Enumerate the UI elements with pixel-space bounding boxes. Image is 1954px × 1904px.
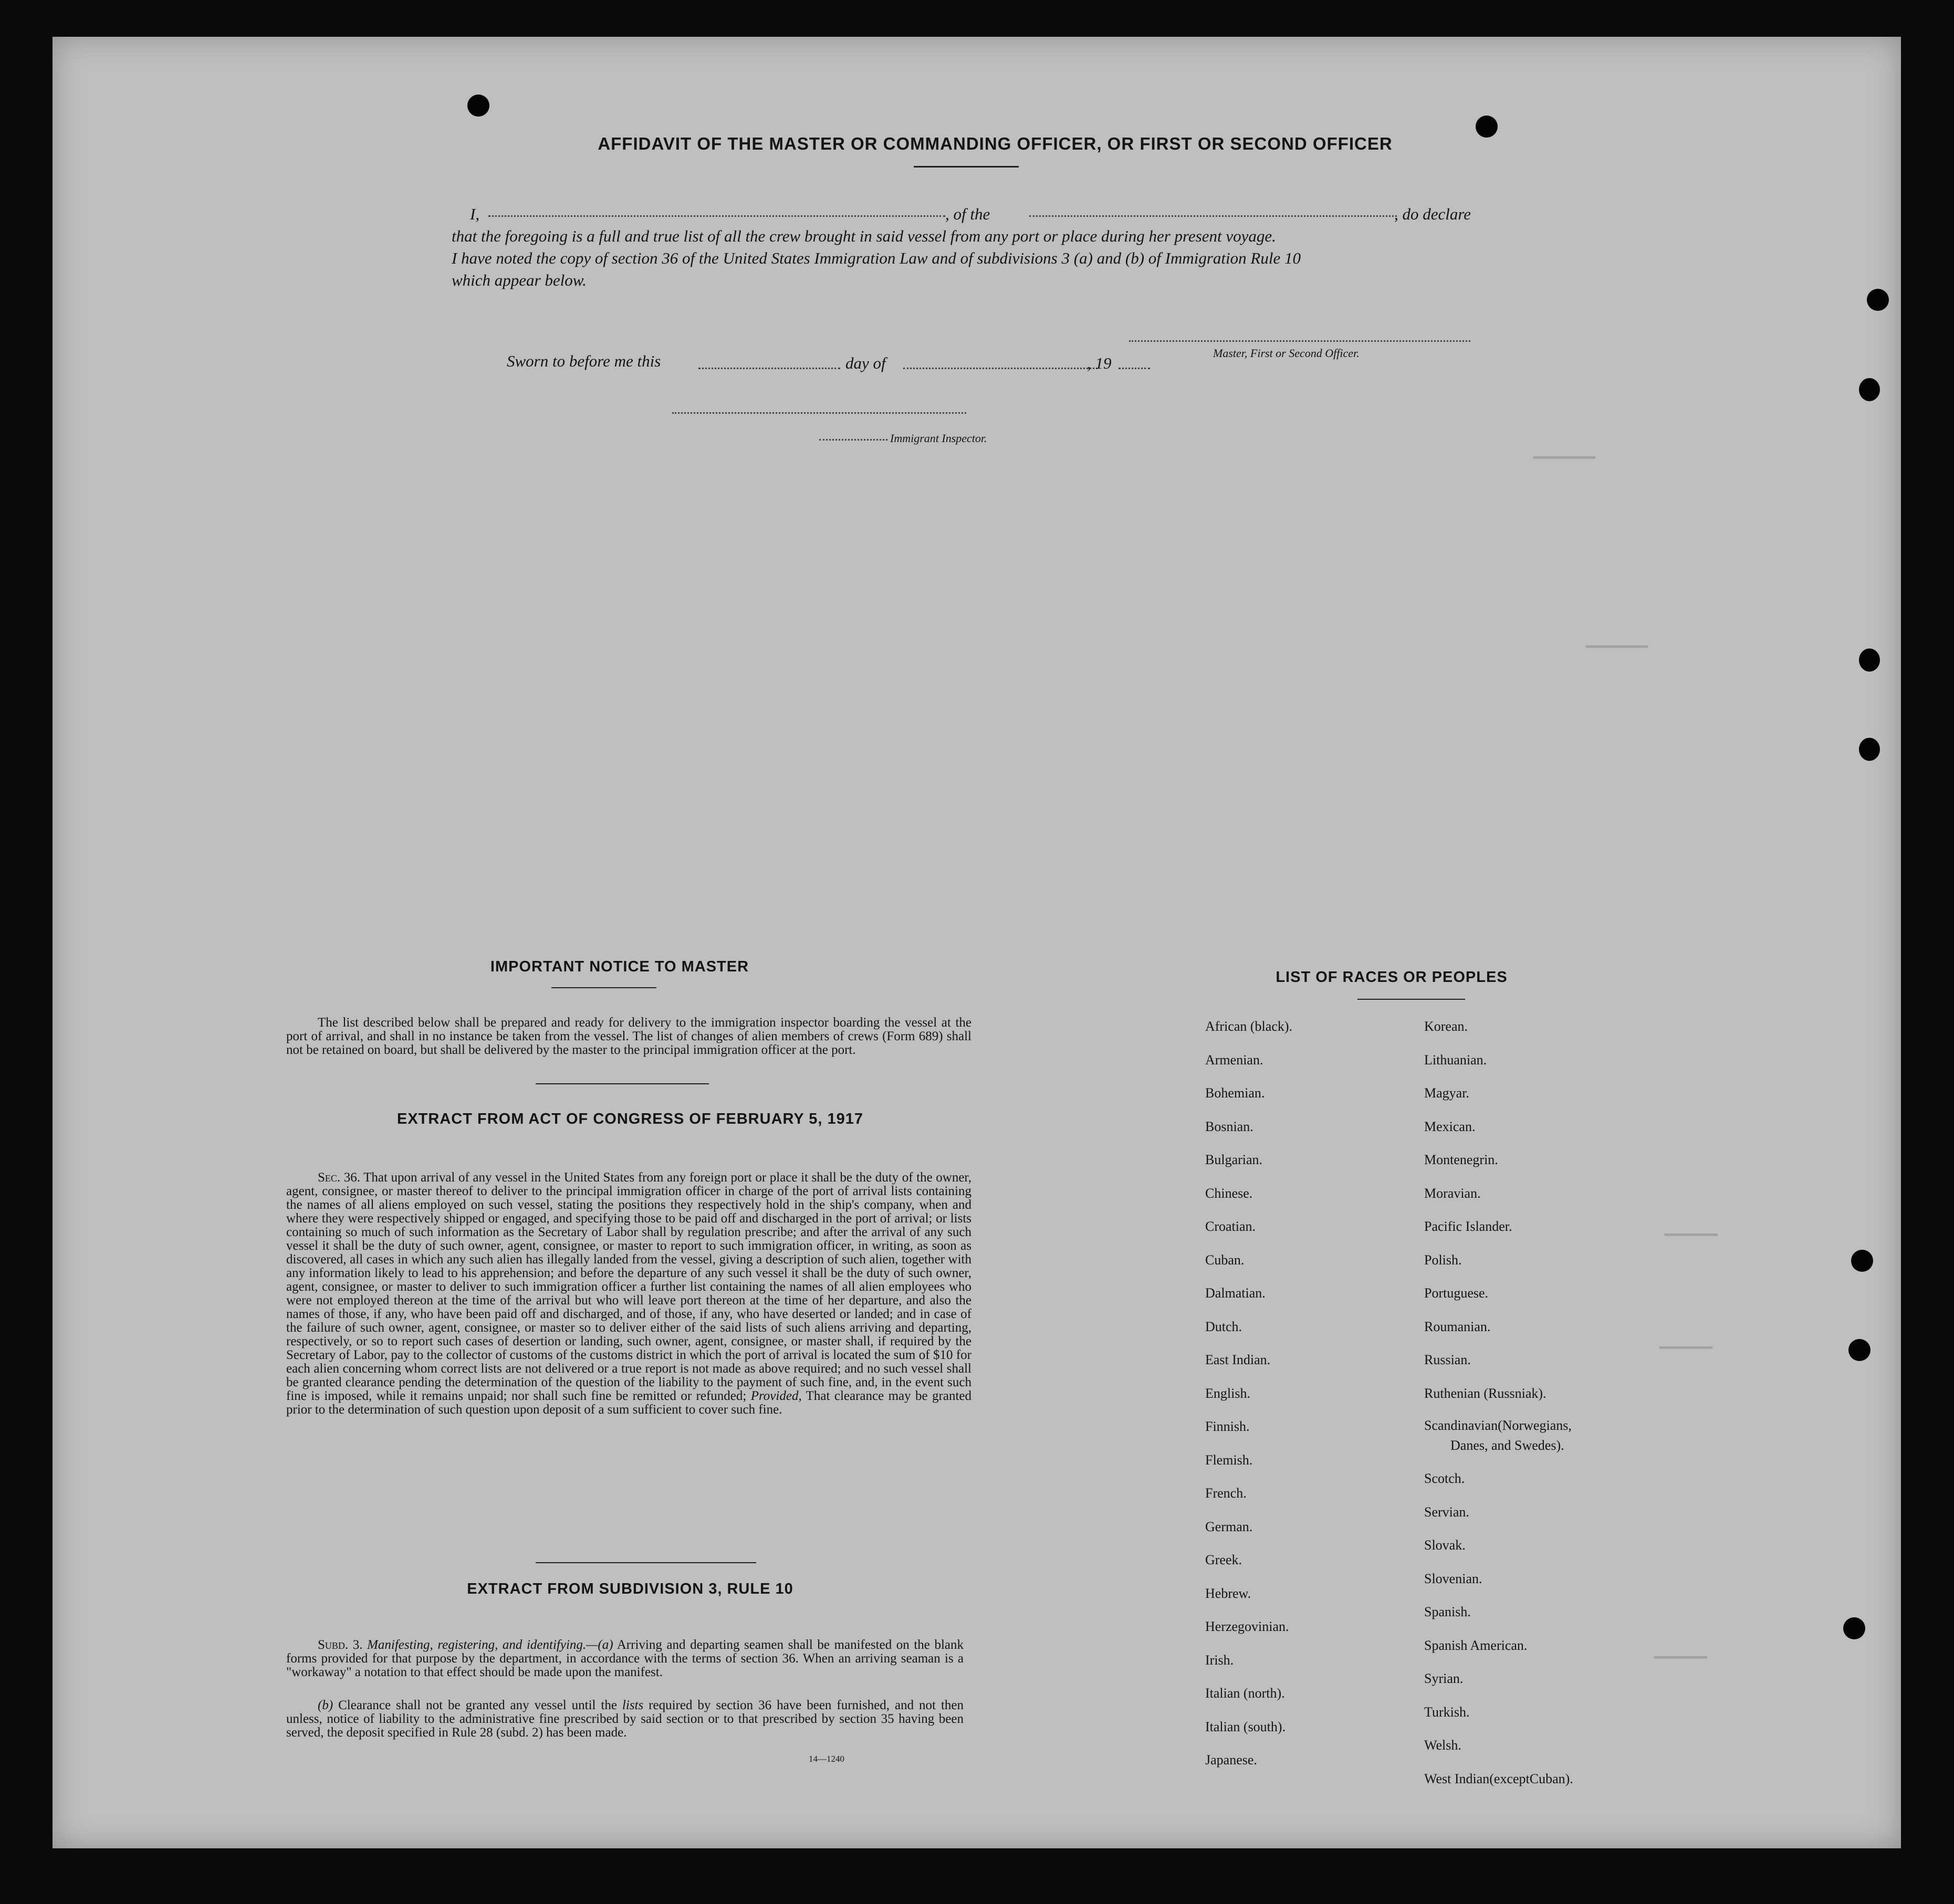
rule-b-body1: Clearance shall not be granted any vessel until the [338,1698,617,1712]
race-item: East Indian. [1205,1352,1271,1367]
race-item: Dutch. [1205,1319,1242,1334]
race-item: Syrian. [1424,1671,1464,1686]
race-item: Turkish. [1424,1704,1470,1720]
race-item: Italian (south). [1205,1719,1286,1734]
sworn-day-field[interactable] [698,368,840,369]
inspector-signature-label: Immigrant Inspector. [890,432,987,445]
race-item: Pacific Islander. [1424,1219,1512,1234]
affidavit-declare: , do declare [1394,205,1471,223]
race-item: Moravian. [1424,1185,1481,1201]
race-item: Cuban. [1205,1252,1245,1268]
inspector-signature-line[interactable] [672,412,966,414]
punch-hole [1867,289,1889,311]
affidavit-title: AFFIDAVIT OF THE MASTER OR COMMANDING OFFICER, OR FIRST OR SECOND OFFICER [598,134,1393,153]
affidavit-of-the: , of the [945,205,990,223]
race-item: Italian (north). [1205,1686,1285,1701]
subd-heading: Manifesting, registering, and identifying.—(a) [367,1638,613,1652]
act-body-end: That clearance may be granted prior to the determination of such question upon deposit of a sum sufficient to cover such fine. [286,1389,971,1417]
race-item: Roumanian. [1424,1319,1491,1334]
race-item: Slovak. [1424,1537,1466,1553]
race-item: West Indian(exceptCuban). [1424,1771,1573,1786]
race-item: Dalmatian. [1205,1285,1266,1301]
act-provided: Provided, [750,1389,802,1403]
divider [551,987,656,988]
race-item: French. [1205,1485,1247,1501]
race-item: Russian. [1424,1352,1471,1367]
sworn-month-field[interactable] [903,368,1098,369]
race-item: Montenegrin. [1424,1152,1498,1167]
act-body: That upon arrival of any vessel in the United States from any foreign port or place it shall be the duty of the owner, agent, consignee, or master thereof to deliver to the principal immigration officer in charge of the port of arrival lists containing the names of all aliens employed on such vessel, stating the positions they respectively hold in the ship's company, when and where they were respectively shipped or engaged, and specifying those to be paid off and discharged in the port of arrival; or lists containing so much of such information as the Secretary of Labor shall by regulation prescribe; and after the arrival of any such vessel it shall be the duty of such owner, agent, consignee, or master to report to such immigration officer, in writing, as soon as discovered, all cases in which any such alien has illegally landed from the vessel, giving a description of such alien, together with any information likely to lead to his apprehension; and before the departure of any such vessel it shall be the duty of such owner, agent, consignee, or master to deliver to such immigration officer a further list containing the names of all alien employees who were not employed thereon at the time of the arrival but who will leave port thereon at the time of her departure, and also the names of those, if any, who have been paid off and discharged, and of those, if any, who have deserted or landed; and in case of the failure of such owner, agent, consignee, or master so to deliver either of the said lists of such aliens arriving and departing, respectively, or so to report such cases of desertion or landing, such owner, agent, consignee, or master shall, if required by the Secretary of Labor, pay to the collector of customs of the customs district in which the port of arrival is located the sum of $10 for each alien concerning whom correct lists are not delivered or a true report is not made as above required; and no such vessel shall be granted clearance pending the determination of the question of the liability to the payment of such fine, and, in the event such fine is imposed, while it remains unpaid; nor shall such fine be remitted or refunded; [286,1170,971,1403]
race-item: Herzegovinian. [1205,1619,1289,1634]
divider [914,166,1019,168]
punch-hole [1848,1339,1871,1361]
affidavit-line1 [470,205,479,224]
day-of-label: day of [845,354,886,372]
rule-b-label: (b) [318,1698,333,1712]
race-item: Irish. [1205,1652,1234,1668]
punch-hole [1859,648,1880,672]
race-item: Ruthenian (Russniak). [1424,1385,1547,1401]
race-item: Greek. [1205,1552,1242,1567]
rule-b-body2: required by section 36 have been furnished, and not then unless, notice of liability to the administrative fine prescribed by said section or to that prescribed by section 35 having been served, the deposit specified in Rule 28 (subd. 2) has been made. [286,1698,964,1740]
race-item: Scotch. [1424,1471,1465,1486]
rule-a-body: Arriving and departing seamen shall be manifested on the blank forms provided for that purpose by the department, in accordance with the terms of section 36. When an arriving seaman is a "workaway" a notation to that effect should be made upon the manifest. [286,1638,964,1679]
race-item: Bosnian. [1205,1118,1253,1134]
act-text [286,1171,971,1417]
race-item: Armenian. [1205,1052,1263,1068]
name-field[interactable] [488,215,945,217]
races-column-2 [1424,1019,1718,1804]
notice-title: IMPORTANT NOTICE TO MASTER [490,958,749,975]
race-item: Croatian. [1205,1219,1256,1234]
sworn-year-field[interactable] [1119,368,1150,369]
race-item: Bulgarian. [1205,1152,1263,1167]
races-title: LIST OF RACES OR PEOPLES [1276,969,1508,986]
rule-text-a [286,1638,964,1679]
affidavit-line2: that the foregoing is a full and true list of all the crew brought in said vessel from any port or place during her present voyage. [452,227,1276,245]
race-item: Japanese. [1205,1752,1257,1767]
punch-hole [1859,378,1880,401]
divider [536,1083,709,1084]
race-item: Spanish. [1424,1604,1471,1619]
races-column-1 [1205,1019,1389,1786]
race-item: Flemish. [1205,1452,1253,1468]
race-item: German. [1205,1519,1253,1534]
rule-b-lists: lists [622,1698,644,1712]
act-title: EXTRACT FROM ACT OF CONGRESS OF FEBRUARY 5, 1917 [396,1111,864,1127]
race-item: Portuguese. [1424,1285,1489,1301]
inspector-signature-short [819,439,887,441]
race-item: English. [1205,1385,1250,1401]
form-number: 14—1240 [809,1754,844,1764]
race-item: Slovenian. [1424,1571,1482,1586]
race-item: Scandinavian(Norwegians, [1424,1418,1572,1433]
race-item: Chinese. [1205,1185,1253,1201]
rule-text-b [286,1699,964,1740]
vessel-field[interactable] [1029,215,1397,217]
race-item: Servian. [1424,1504,1469,1520]
race-item: Magyar. [1424,1085,1469,1101]
race-item: Polish. [1424,1252,1462,1268]
punch-hole [1843,1617,1865,1639]
punch-hole [1859,738,1880,761]
year-label: , 19 [1087,354,1112,372]
affidavit-line4: which appear below. [452,271,587,289]
race-item: Lithuanian. [1424,1052,1487,1068]
sworn-label: Sworn to before me this [507,352,661,370]
notice-text: The list described below shall be prepared and ready for delivery to the immigration inspector boarding the vessel at the port of arrival, and shall in no instance be taken from the vessel. The list of changes of alien members of crews (Form 689) shall not be retained on board, but shall be delivered by the master to the principal immigration officer at the port. [286,1016,971,1057]
race-item-continued: Danes, and Swedes). [1450,1438,1564,1453]
race-item: Finnish. [1205,1419,1250,1434]
document-page: ━━━━━━━ ━━━━━━━ ━━━━━━ ━━━━━━ ━━━━━━ AFFIDAVIT OF THE MASTER OR COMMANDING OFFICER, OR FIRST OR SECOND OFFICER I, , of the , do declare that the foregoing is a full and true list of all the crew brought in said vessel from any port or place during her present voyage. I have noted the copy of section 36 of the United States Immigration Law and of subdivisions 3 (a) and (b) of Immigration Rule 10 which appear below. Master, First or Second Officer. Sworn to before me this day of , 19 Immigrant Inspector. IMPORTANT NOTICE TO MASTER The list described below shall be prepared and ready for delivery to the immigration inspector boarding the vessel at the port of arrival, and shall in no instance be taken from the vessel. The list of changes of alien members of crews (Form 689) shall not be retained on board, but shall be delivered by the master to the principal immigration officer at the port. EXTRACT FROM ACT OF CONGRESS OF FEBRUARY 5, 1917 Sec. 36. That upon arrival of any vessel in the United States from any foreign port or place it shall be the duty of the owner, agent, consignee, or master thereof to deliver to the principal immigration officer in charge of the port of arrival lists containing the names of all aliens employed on such vessel, stating the positions they respectively hold in the ship's company, when and where they were respectively shipped or engaged, and specifying those to be paid off and discharged in the port of arrival; or lists containing so much of such information as the Secretary of Labor shall by regulation prescribe; and after the arrival of any such vessel it shall be the duty of such owner, agent, consignee, or master to report to such immigration officer, in writing, as soon as discovered, all cases in which any such alien has illegally landed from the vessel, giving a description of such alien, together with any information likely to lead to his apprehension; and before the departure of any such vessel it shall be the duty of such owner, agent, consignee, or master to deliver to such immigration officer a further list containing the names of all alien employees who were not employed thereon at the time of the arrival but who will leave port thereon at the time of her departure, and also the names of those, if any, who have been paid off and discharged, and of those, if any, who have deserted or landed; and in case of the failure of such owner, agent, consignee, or master so to deliver either of the said lists of such aliens arriving and departing, respectively, or so to report such cases of desertion or landing, such owner, agent, consignee, or master shall, if required by the Secretary of Labor, pay to the collector of customs of the customs district in which the port of arrival is located the sum of $10 for each alien concerning whom correct lists are not delivered or a true report is not made as above required; and no such vessel shall be granted clearance pending the determination of the question of the liability to the payment of such fine, and, in the event such fine is imposed, while it remains unpaid; nor shall such fine be remitted or refunded; Provided, That clearance may be granted prior to the determination of such question upon deposit of a sum sufficient to cover such fine. EXTRACT FROM SUBDIVISION 3, RULE 10 Subd. 3. Manifesting, registering, and identifying.—(a) Arriving and departing seamen shall be manifested on the blank forms provided for that purpose by the department, in accordance with the terms of section 36. When an arriving seaman is a "workaway" a notation to that effect should be made upon the manifest. (b) Clearance shall not be granted any vessel until the lists required by section 36 have been furnished, and not then unless, notice of liability to the administrative fine prescribed by said section or to that prescribed by section 35 having been served, the deposit specified in Rule 28 (subd. 2) has been made. 14—1240 LIST OF RACES OR PEOPLES African (black). Armenian. Bohemian. Bosnian. Bulgarian. Chinese. Croatian. Cuban. Dalmatian. Dutch. East Indian. English. Finnish. Flemish. French. German. Greek. Hebrew. Herzegovinian. Irish. Italian (north). Italian (south). Japanese. Korean. Lithuanian. Magyar. Mexican. Montenegrin. Moravian. Pacific Islander. Polish. Portuguese. Roumanian. Russian. Ruthenian (Russniak). Scandinavian(Norwegians, Danes, and Swedes). Scotch. Servian. Slovak. Slovenian. Spanish. Spanish American. Syrian. Turkish. Welsh. West Indian(exceptCuban). [53,37,1901,1848]
race-item: African (black). [1205,1019,1293,1034]
master-signature-label: Master, First or Second Officer. [1213,347,1360,360]
race-item: Hebrew. [1205,1585,1251,1601]
subd-label: Subd. 3. [318,1638,363,1652]
race-item: Korean. [1424,1019,1468,1034]
divider [536,1562,756,1563]
race-item: Bohemian. [1205,1085,1265,1101]
act-section-label: Sec. 36. [318,1170,360,1185]
rule-title: EXTRACT FROM SUBDIVISION 3, RULE 10 [467,1581,793,1597]
punch-hole [1851,1250,1873,1272]
affidavit-line3: I have noted the copy of section 36 of the United States Immigration Law and of subdivisions 3 (a) and (b) of Immigration Rule 10 [452,249,1301,267]
race-item: Spanish American. [1424,1637,1528,1653]
affidavit-i-label: I, [470,205,480,223]
divider [1357,999,1465,1000]
race-item: Mexican. [1424,1118,1476,1134]
master-signature-line[interactable] [1129,340,1470,342]
race-item: Welsh. [1424,1738,1461,1753]
punch-hole [467,95,489,117]
